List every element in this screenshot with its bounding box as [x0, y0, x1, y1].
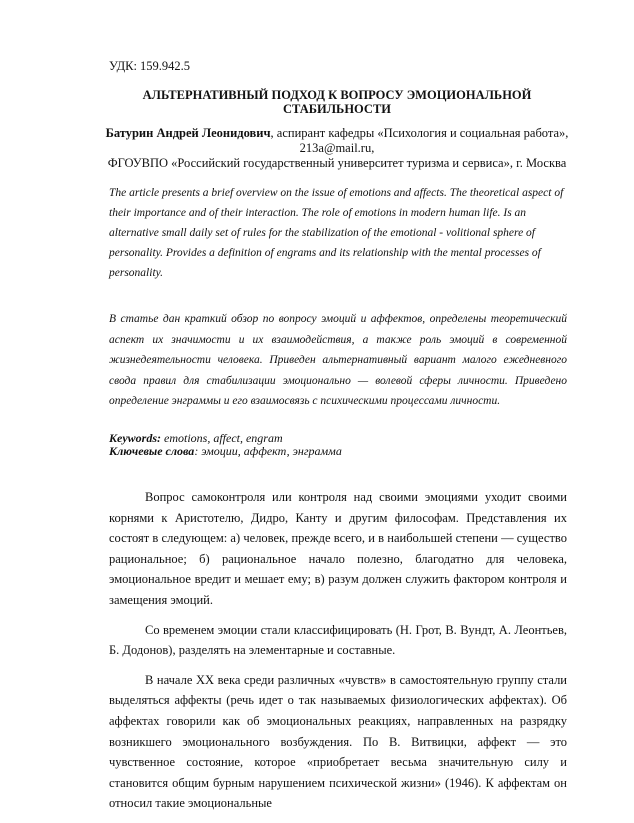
author-block — [100, 126, 574, 171]
article-body — [109, 487, 567, 823]
title-line-1: АЛЬТЕРНАТИВНЫЙ ПОДХОД К ВОПРОСУ ЭМОЦИОНАЛЬНОЙ — [142, 88, 532, 102]
abstract-russian: В статье дан краткий обзор по вопросу эмоций и аффектов, определены теоретический аспект их значимости и их взаимодействия, а также роль эмоций в современной жизнедеятельности человека. Приведен альтернативный вариант малого ежедневного свода правил для стабилизации эмоционально — волевой сферы личности. Приведено определение энграммы и его взаимосвязь с психическими процессами личности. — [109, 313, 567, 407]
article-title — [109, 88, 565, 116]
body-paragraph-1: Вопрос самоконтроля или контроля над своими эмоциями уходит своими корнями к Аристотелю, Дидро, Канту и другим философам. Представления их состоят в следующем: а) человек, прежде всего, и в наибольшей степени — существо рациональное; б) рациональное начало полезно, благодатно для человека, эмоциональное вредит и мешает ему; в) разум должен служить фактором контроля и замещения эмоций. — [109, 490, 567, 607]
keywords-ru — [109, 445, 342, 458]
udk-code: УДК: 159.942.5 — [109, 59, 191, 73]
author-email: 213a@mail.ru, — [299, 141, 375, 155]
body-paragraph-2: Со временем эмоции стали классифицировать (Н. Грот, В. Вундт, А. Леонтьев, Б. Додонов), разделять на элементарные и составные. — [109, 622, 567, 658]
author-position: , аспирант кафедры «Психология и социальная работа», — [270, 126, 569, 140]
keywords-en-label: Keywords: — [109, 431, 161, 445]
author-affiliation: ФГОУВПО «Российский государственный университет туризма и сервиса», г. Москва — [107, 156, 567, 170]
title-line-2: СТАБИЛЬНОСТИ — [282, 102, 392, 116]
body-paragraph-3: В начале XX века среди различных «чувств» в самостоятельную группу стали выделяться аффекты (речь идет о так называемых физиологических аффектах). Об аффектах говорили как об эмоциональных реакциях, направленных на разрядку возникшего эмоционального возбуждения. По В. Витвицки, аффект — это чувственное состояние, которое «приобретает весьма значительную силу и становится общим бурным нарушением психической жизни» (1946). К аффектам он относил такие эмоциональные — [109, 672, 567, 811]
author-name: Батурин Андрей Леонидович — [105, 126, 271, 140]
keywords-ru-label: Ключевые слова — [109, 444, 195, 458]
keywords-en-value: emotions, affect, engram — [161, 431, 283, 445]
keywords-block — [109, 432, 342, 458]
abstract-english: The article presents a brief overview on the issue of emotions and affects. The theoretical aspect of their importance and of their interaction. The role of emotions in modern human life. Is an alternative small daily set of rules for the stabilization of the emotional - volitional sphere of personality. Provides a definition of engrams and its relationship with the mental processes of personality. — [109, 187, 564, 279]
author-line — [100, 126, 574, 141]
keywords-ru-value: : эмоции, аффект, энграмма — [194, 444, 342, 458]
